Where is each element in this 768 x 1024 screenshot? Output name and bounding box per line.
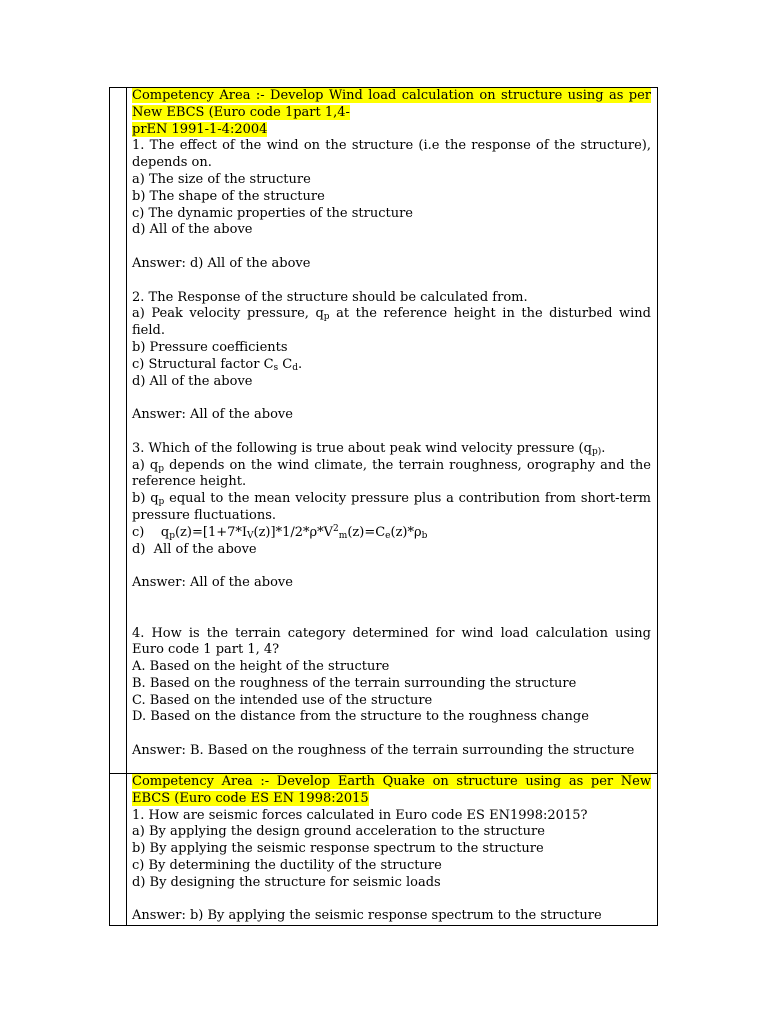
option-d: d) By designing the structure for seismic loads bbox=[132, 874, 441, 890]
table-row bbox=[110, 88, 658, 774]
option-d: d) All of the above bbox=[132, 373, 253, 389]
option-a: a) Peak velocity pressure, $q_p$ at the reference height in the disturbed wind field. bbox=[132, 306, 651, 339]
option-b: b) Pressure coefficients bbox=[132, 339, 288, 355]
table-row bbox=[110, 774, 658, 926]
question-text: 4. How is the terrain category determined for wind load calculation using Euro code 1 part 1, 4? bbox=[132, 625, 651, 658]
option-b: B. Based on the roughness of the terrain surrounding the structure bbox=[132, 675, 577, 691]
question-text: 1. The effect of the wind on the structure (i.e the response of the structure), depends on. bbox=[132, 138, 651, 171]
answer-text: Answer: b) By applying the seismic response spectrum to the structure bbox=[132, 908, 602, 924]
answer-text: Answer: All of the above bbox=[132, 575, 293, 591]
option-a: a) The size of the structure bbox=[132, 171, 311, 187]
competency-title-line2: prEN 1991-1-4:2004 bbox=[132, 121, 268, 137]
earthquake-section bbox=[127, 774, 658, 926]
option-b: b) $q_p$ equal to the mean velocity pressure plus a contribution from short-term pressure fluctuations. bbox=[132, 491, 651, 523]
option-c-formula: c) $q_p(z)=[1+7*I_V(z)]*1/2*\rho*V^2_m(z)=C_e(z)*\rho_b$ bbox=[132, 523, 428, 541]
competency-title: Competency Area :- Develop Earth Quake on structure using as per New EBCS (Euro code ES EN 1998:2015 bbox=[132, 774, 651, 806]
option-a: a) By applying the design ground acceleration to the structure bbox=[132, 824, 545, 840]
question-table bbox=[109, 87, 658, 926]
option-c: C. Based on the intended use of the structure bbox=[132, 692, 433, 708]
option-d: D. Based on the distance from the structure to the roughness change bbox=[132, 709, 589, 725]
question-text: 1. How are seismic forces calculated in Euro code ES EN1998:2015? bbox=[132, 807, 588, 823]
competency-heading bbox=[132, 88, 651, 138]
competency-heading bbox=[132, 774, 651, 808]
option-b: b) By applying the seismic response spectrum to the structure bbox=[132, 841, 544, 857]
option-c: c) By determining the ductility of the structure bbox=[132, 857, 442, 873]
option-b: b) The shape of the structure bbox=[132, 188, 325, 204]
answer-text: Answer: d) All of the above bbox=[132, 255, 311, 271]
question-text: 3. Which of the following is true about peak wind velocity pressure ($q_{p)}$. bbox=[132, 440, 606, 457]
question-text: 2. The Response of the structure should be calculated from. bbox=[132, 289, 528, 305]
option-c: c) The dynamic properties of the structure bbox=[132, 205, 413, 221]
option-d: d) All of the above bbox=[132, 222, 253, 238]
option-c: c) Structural factor $C_s$ $C_d$. bbox=[132, 356, 303, 373]
option-d: d) All of the above bbox=[132, 541, 257, 557]
wind-load-section bbox=[127, 88, 658, 774]
row-number-cell bbox=[110, 774, 127, 926]
option-a: a) $q_p$ depends on the wind climate, the terrain roughness, orography and the reference height. bbox=[132, 457, 651, 490]
answer-text: Answer: B. Based on the roughness of the terrain surrounding the structure bbox=[132, 743, 635, 759]
option-a: A. Based on the height of the structure bbox=[132, 659, 390, 675]
row-number-cell bbox=[110, 88, 127, 774]
answer-text: Answer: All of the above bbox=[132, 407, 293, 423]
competency-title: Competency Area :- Develop Wind load calculation on structure using as per New EBCS (Euro code 1part 1,4- bbox=[132, 88, 651, 120]
